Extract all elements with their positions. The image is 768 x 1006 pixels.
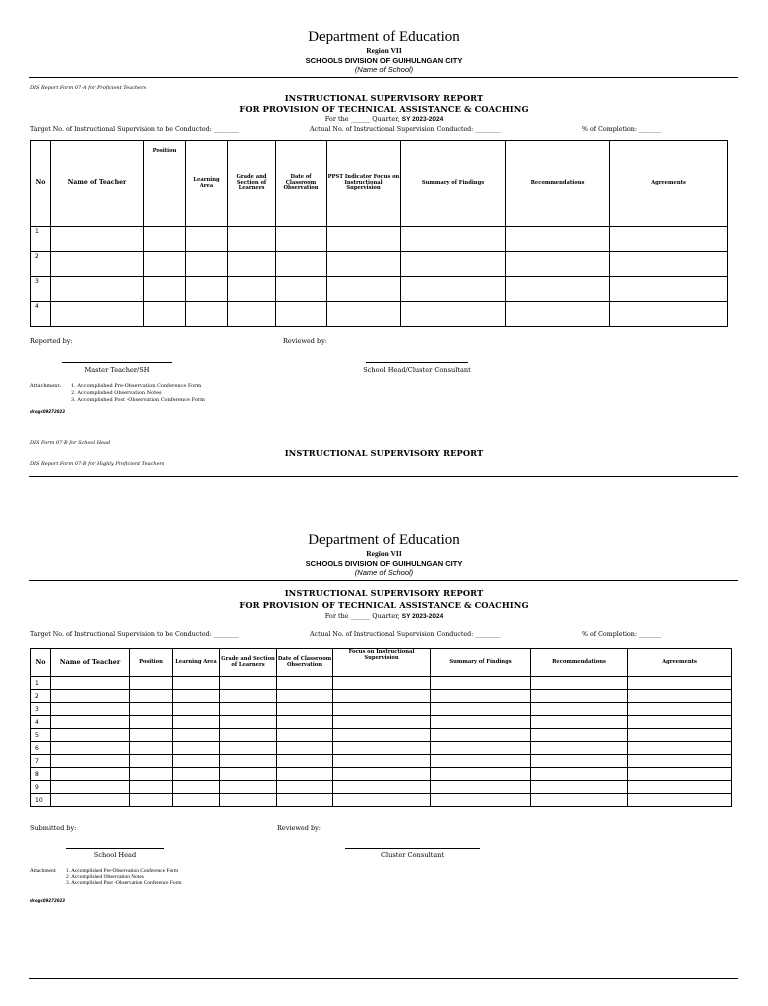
table-row [31, 729, 732, 742]
table-cell[interactable] [228, 227, 276, 252]
quarter-prefix: For the ______ Quarter, [324, 612, 400, 620]
table-cell[interactable] [401, 277, 506, 302]
table-row [31, 302, 728, 327]
reviewed-by-label: Reviewed by: [277, 824, 321, 832]
table-row [31, 742, 732, 755]
table-cell[interactable] [228, 302, 276, 327]
table-row [31, 677, 732, 690]
division-label: SCHOOLS DIVISION OF GUIHULNGAN CITY [305, 56, 463, 65]
table-cell[interactable] [531, 729, 628, 742]
table-cell[interactable] [130, 755, 173, 768]
table-cell[interactable] [401, 227, 506, 252]
table-cell[interactable] [173, 755, 220, 768]
table-cell[interactable] [628, 703, 732, 716]
table-cell[interactable] [531, 755, 628, 768]
row-number: 5 [31, 729, 51, 742]
school-year: SY 2023-2024 [401, 116, 444, 123]
table-cell[interactable] [531, 703, 628, 716]
table-cell[interactable] [506, 227, 610, 252]
quarter-line [0, 612, 768, 620]
table-row [31, 277, 728, 302]
table-cell[interactable] [144, 227, 186, 252]
column-header: Position [144, 141, 186, 227]
table-cell[interactable] [130, 677, 173, 690]
table-cell[interactable] [51, 742, 130, 755]
column-header: Recommendations [506, 141, 610, 227]
document-code: drogc09272023 [30, 409, 66, 414]
signatory-school-head: School Head [93, 851, 137, 859]
quarter-prefix: For the ______ Quarter, [324, 115, 400, 123]
table-cell[interactable] [130, 729, 173, 742]
row-number: 6 [31, 742, 51, 755]
column-header: Learning Area [186, 141, 228, 227]
table-cell[interactable] [276, 227, 327, 252]
table-cell[interactable] [506, 252, 610, 277]
table-cell[interactable] [531, 794, 628, 807]
table-cell[interactable] [333, 729, 431, 742]
table-cell[interactable] [401, 252, 506, 277]
column-header: Date of Classroom Observation [276, 141, 327, 227]
row-number: 2 [31, 252, 51, 277]
completion-field[interactable]: % of Completion: _______ [582, 631, 662, 638]
column-header: Position [130, 649, 173, 677]
table-cell[interactable] [173, 781, 220, 794]
row-number: 2 [31, 690, 51, 703]
attachment-item: 3. Accomplished Post -Observation Conference Form [66, 880, 182, 886]
table-cell[interactable] [220, 729, 277, 742]
table-cell[interactable] [130, 703, 173, 716]
table-cell[interactable] [186, 252, 228, 277]
column-header: Grade and Section of Learners [220, 649, 277, 677]
school-name-placeholder: (Name of School) [354, 568, 414, 577]
column-header: Agreements [628, 649, 732, 677]
actual-field[interactable]: Actual No. of Instructional Supervision Conducted: ________ [310, 631, 501, 638]
table-cell[interactable] [173, 716, 220, 729]
table-cell[interactable] [431, 768, 531, 781]
table-cell[interactable] [628, 677, 732, 690]
column-header: No [31, 649, 51, 677]
report-title: INSTRUCTIONAL SUPERVISORY REPORT [284, 448, 484, 458]
table-cell[interactable] [51, 755, 130, 768]
table-cell[interactable] [431, 729, 531, 742]
row-number: 3 [31, 277, 51, 302]
table-cell[interactable] [173, 729, 220, 742]
table-cell[interactable] [144, 252, 186, 277]
form-reference-school-head: DIS Form 07-B for School Head [30, 440, 111, 446]
table-cell[interactable] [327, 277, 401, 302]
table-cell[interactable] [431, 794, 531, 807]
table-cell[interactable] [628, 755, 732, 768]
signature-line[interactable] [62, 362, 172, 363]
table-cell[interactable] [628, 781, 732, 794]
attachment-item: 2. Accomplished Observation Notes [66, 874, 144, 880]
table-cell[interactable] [277, 768, 333, 781]
table-cell[interactable] [51, 252, 144, 277]
table-cell[interactable] [220, 768, 277, 781]
quarter-line [0, 115, 768, 123]
table-row [31, 690, 732, 703]
signatory-master-teacher: Master Teacher/SH [84, 366, 150, 374]
table-cell[interactable] [431, 716, 531, 729]
row-number: 1 [31, 227, 51, 252]
table-cell[interactable] [276, 277, 327, 302]
table-cell[interactable] [51, 690, 130, 703]
attachment-label: Attachment: [30, 868, 57, 874]
table-cell[interactable] [173, 690, 220, 703]
table-cell[interactable] [51, 729, 130, 742]
table-cell[interactable] [220, 677, 277, 690]
table-cell[interactable] [276, 302, 327, 327]
table-cell[interactable] [327, 302, 401, 327]
row-number: 4 [31, 716, 51, 729]
table-cell[interactable] [130, 794, 173, 807]
table-cell[interactable] [144, 302, 186, 327]
column-header: PPST Indicator Focus on Instructional Supervision [327, 141, 401, 227]
table-cell[interactable] [186, 277, 228, 302]
table-cell[interactable] [130, 768, 173, 781]
table-cell[interactable] [51, 227, 144, 252]
column-header: Agreements [610, 141, 728, 227]
table-cell[interactable] [173, 742, 220, 755]
row-number: 1 [31, 677, 51, 690]
document-code: drogc09272023 [30, 898, 66, 903]
table-cell[interactable] [277, 703, 333, 716]
row-number: 8 [31, 768, 51, 781]
table-cell[interactable] [220, 716, 277, 729]
table-cell[interactable] [51, 677, 130, 690]
signature-line[interactable] [345, 848, 480, 849]
table-cell[interactable] [506, 302, 610, 327]
table-cell[interactable] [333, 716, 431, 729]
column-header: Focus on Instructional Supervision [333, 649, 431, 677]
department-title: Department of Education [308, 532, 460, 548]
table-cell[interactable] [173, 703, 220, 716]
header-divider [29, 580, 738, 581]
table-cell[interactable] [431, 755, 531, 768]
table-cell[interactable] [531, 690, 628, 703]
table-cell[interactable] [506, 277, 610, 302]
table-cell[interactable] [220, 781, 277, 794]
column-header: Learning Area [173, 649, 220, 677]
reviewed-by-label: Reviewed by: [283, 337, 327, 345]
reported-by-label: Reported by: [30, 337, 73, 345]
table-cell[interactable] [628, 768, 732, 781]
table-cell[interactable] [277, 742, 333, 755]
table-cell[interactable] [531, 716, 628, 729]
region-label: Region VII [366, 46, 402, 55]
department-title: Department of Education [308, 29, 460, 45]
table-cell[interactable] [327, 227, 401, 252]
table-cell[interactable] [431, 781, 531, 794]
school-year: SY 2023-2024 [401, 613, 444, 620]
supervision-table [30, 648, 732, 807]
table-cell[interactable] [610, 277, 728, 302]
table-cell[interactable] [333, 781, 431, 794]
table-cell[interactable] [431, 677, 531, 690]
form-reference: DIS Report Form 07-A for Proficient Teachers [30, 85, 147, 91]
table-cell[interactable] [333, 703, 431, 716]
table-cell[interactable] [130, 742, 173, 755]
table-cell[interactable] [531, 742, 628, 755]
target-field[interactable]: Target No. of Instructional Supervision to be Conducted: ________ [30, 631, 239, 638]
table-row [31, 252, 728, 277]
table-row [31, 768, 732, 781]
school-name-placeholder: (Name of School) [354, 65, 414, 74]
table-row [31, 227, 728, 252]
column-header: Summary of Findings [401, 141, 506, 227]
table-cell[interactable] [51, 277, 144, 302]
attachment-label: Attachment: [30, 383, 62, 389]
table-cell[interactable] [51, 794, 130, 807]
table-cell[interactable] [628, 742, 732, 755]
column-header: Name of Teacher [51, 141, 144, 227]
table-cell[interactable] [173, 677, 220, 690]
table-cell[interactable] [220, 794, 277, 807]
table-cell[interactable] [130, 781, 173, 794]
table-cell[interactable] [401, 302, 506, 327]
report-title: INSTRUCTIONAL SUPERVISORY REPORT [284, 93, 484, 103]
table-cell[interactable] [333, 742, 431, 755]
division-label: SCHOOLS DIVISION OF GUIHULNGAN CITY [305, 559, 463, 568]
table-cell[interactable] [228, 277, 276, 302]
row-number: 3 [31, 703, 51, 716]
table-cell[interactable] [610, 227, 728, 252]
attachment-item: 3. Accomplished Post -Observation Conference Form [71, 397, 205, 403]
row-number: 9 [31, 781, 51, 794]
table-cell[interactable] [173, 768, 220, 781]
section-divider [29, 476, 738, 477]
table-cell[interactable] [333, 755, 431, 768]
table-cell[interactable] [628, 690, 732, 703]
attachment-item: 1. Accomplished Pre-Observation Conference Form [71, 383, 202, 389]
table-cell[interactable] [186, 227, 228, 252]
header-divider [29, 77, 738, 78]
actual-field[interactable]: Actual No. of Instructional Supervision Conducted: ________ [310, 126, 501, 133]
row-number: 10 [31, 794, 51, 807]
table-cell[interactable] [228, 252, 276, 277]
table-cell[interactable] [628, 794, 732, 807]
row-number: 4 [31, 302, 51, 327]
table-cell[interactable] [531, 768, 628, 781]
table-cell[interactable] [277, 690, 333, 703]
signature-line[interactable] [366, 362, 468, 363]
table-cell[interactable] [531, 781, 628, 794]
table-cell[interactable] [333, 794, 431, 807]
region-label: Region VII [366, 549, 402, 558]
table-cell[interactable] [277, 755, 333, 768]
column-header: Name of Teacher [51, 649, 130, 677]
table-cell[interactable] [610, 302, 728, 327]
table-cell[interactable] [277, 781, 333, 794]
table-cell[interactable] [327, 252, 401, 277]
table-cell[interactable] [431, 703, 531, 716]
table-cell[interactable] [144, 277, 186, 302]
column-header: Date of Classroom Observation [277, 649, 333, 677]
row-number: 7 [31, 755, 51, 768]
report-subtitle: FOR PROVISION OF TECHNICAL ASSISTANCE & COACHING [239, 104, 529, 114]
table-cell[interactable] [431, 742, 531, 755]
table-row [31, 703, 732, 716]
column-header: Summary of Findings [431, 649, 531, 677]
table-cell[interactable] [186, 302, 228, 327]
target-field[interactable]: Target No. of Instructional Supervision to be Conducted: ________ [30, 126, 239, 133]
table-cell[interactable] [220, 755, 277, 768]
table-cell[interactable] [610, 252, 728, 277]
table-cell[interactable] [277, 677, 333, 690]
table-cell[interactable] [531, 677, 628, 690]
submitted-by-label: Submitted by: [30, 824, 77, 832]
attachment-item: 1. Accomplished Pre-Observation Conference Form [66, 868, 179, 874]
table-cell[interactable] [628, 729, 732, 742]
completion-field[interactable]: % of Completion: _______ [582, 126, 662, 133]
table-cell[interactable] [51, 703, 130, 716]
table-row [31, 781, 732, 794]
table-cell[interactable] [51, 302, 144, 327]
table-cell[interactable] [431, 690, 531, 703]
table-cell[interactable] [51, 716, 130, 729]
table-cell[interactable] [333, 677, 431, 690]
column-header: No [31, 141, 51, 227]
supervision-table [30, 140, 728, 327]
attachment-item: 2. Accomplished Observation Notes [71, 390, 162, 396]
table-cell[interactable] [130, 690, 173, 703]
table-cell[interactable] [220, 703, 277, 716]
table-cell[interactable] [276, 252, 327, 277]
column-header: Grade and Section of Learners [228, 141, 276, 227]
table-cell[interactable] [628, 716, 732, 729]
signatory-school-head: School Head/Cluster Consultant [363, 366, 471, 374]
column-header: Recommendations [531, 649, 628, 677]
table-row [31, 716, 732, 729]
report-subtitle: FOR PROVISION OF TECHNICAL ASSISTANCE & COACHING [239, 600, 529, 610]
form-reference-highly-proficient: DIS Report Form 07-B for Highly Proficient Teachers [30, 461, 165, 467]
table-row [31, 794, 732, 807]
table-cell[interactable] [130, 716, 173, 729]
table-cell[interactable] [333, 690, 431, 703]
table-cell[interactable] [277, 729, 333, 742]
table-cell[interactable] [51, 781, 130, 794]
table-cell[interactable] [277, 716, 333, 729]
report-title: INSTRUCTIONAL SUPERVISORY REPORT [284, 588, 484, 598]
signatory-cluster-consultant: Cluster Consultant [380, 851, 445, 859]
table-cell[interactable] [333, 768, 431, 781]
table-cell[interactable] [277, 794, 333, 807]
table-cell[interactable] [220, 690, 277, 703]
table-row [31, 755, 732, 768]
signature-line[interactable] [66, 848, 164, 849]
table-cell[interactable] [220, 742, 277, 755]
table-cell[interactable] [173, 794, 220, 807]
table-cell[interactable] [51, 768, 130, 781]
page-bottom-divider [29, 978, 738, 979]
